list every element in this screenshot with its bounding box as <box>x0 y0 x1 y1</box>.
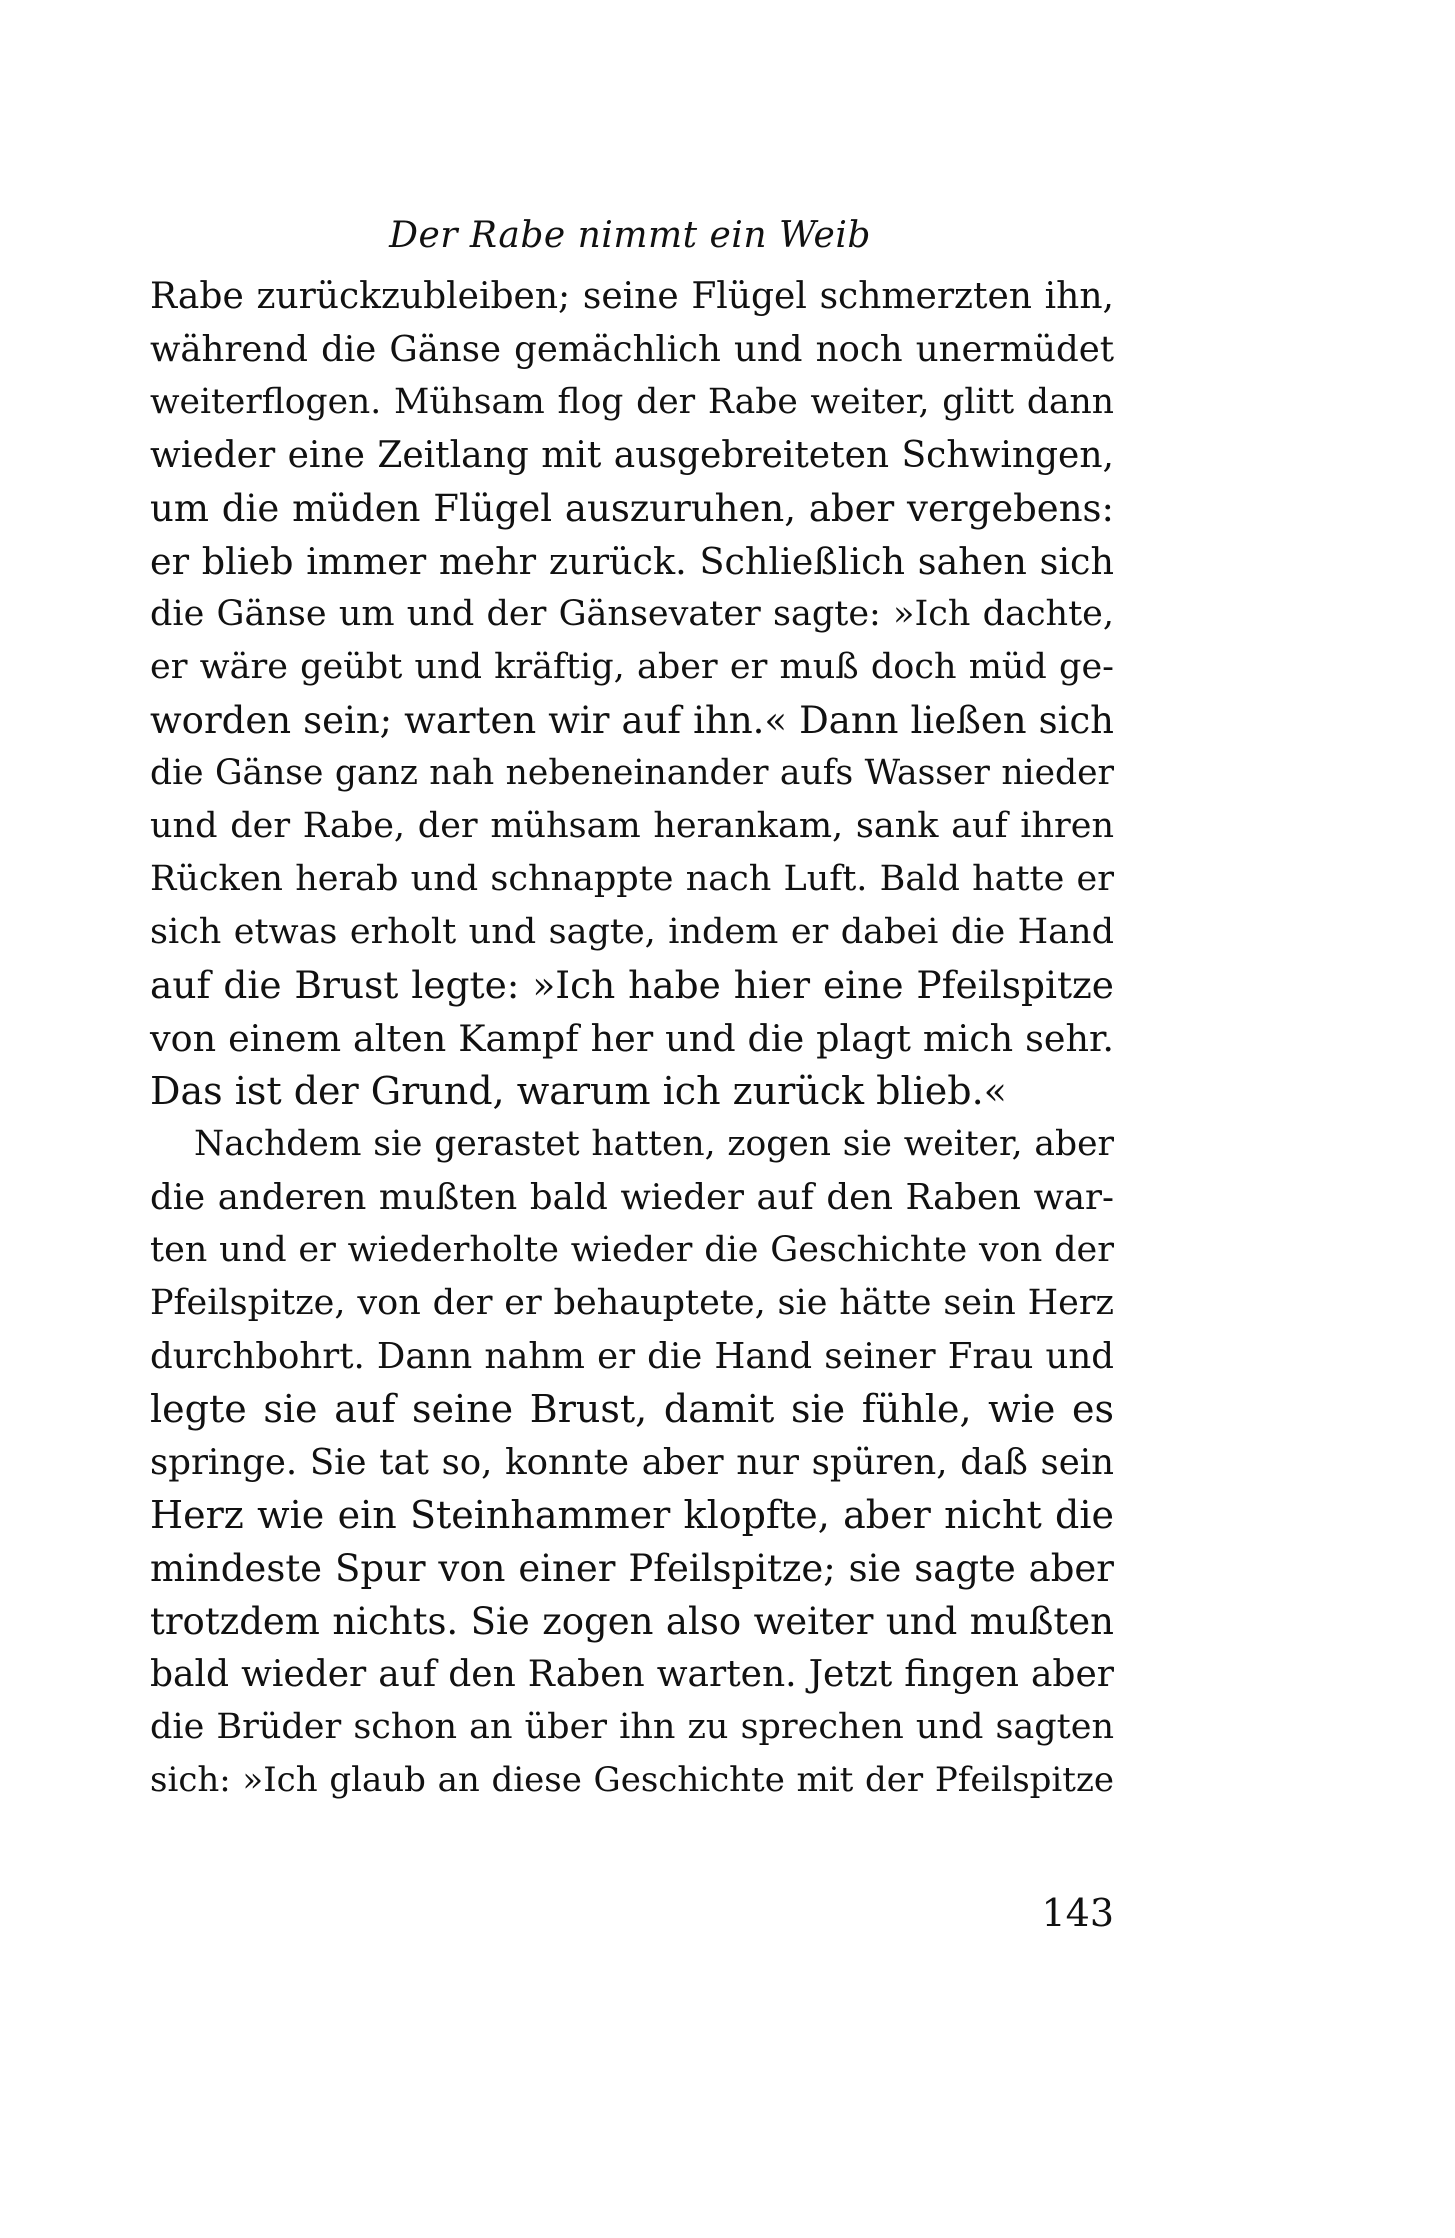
text-line: die anderen mußten bald wieder auf den Raben war- <box>150 1177 1114 1218</box>
text-line: springe. Sie tat so, konnte aber nur spüren, daß sein <box>150 1442 1114 1483</box>
text-line: Das ist der Grund, warum ich zurück blieb.« <box>150 1069 1007 1113</box>
text-line: die Gänse um und der Gänsevater sagte: »Ich dachte, <box>150 594 1114 634</box>
text-line: durchbohrt. Dann nahm er die Hand seiner Frau und <box>150 1336 1114 1377</box>
text-line: weiterflogen. Mühsam flog der Rabe weiter, glitt dann <box>150 382 1114 422</box>
text-line: und der Rabe, der mühsam herankam, sank auf ihren <box>150 806 1114 846</box>
text-line: Herz wie ein Steinhammer klopfte, aber nicht die <box>150 1493 1114 1537</box>
body-text <box>150 270 1114 1807</box>
text-line: auf die Brust legte: »Ich habe hier eine Pfeilspitze <box>150 963 1114 1007</box>
text-line: Rücken herab und schnappte nach Luft. Bald hatte er <box>150 859 1114 899</box>
text-line: sich: »Ich glaub an diese Geschichte mit der Pfeilspitze <box>150 1760 1114 1800</box>
text-line: Nachdem sie gerastet hatten, zogen sie weiter, aber <box>194 1124 1114 1164</box>
text-line: mindeste Spur von einer Pfeilspitze; sie sagte aber <box>150 1547 1114 1590</box>
text-line: trotzdem nichts. Sie zogen also weiter und mußten <box>150 1600 1114 1643</box>
text-line: während die Gänse gemächlich und noch unermüdet <box>150 329 1114 370</box>
text-line: er wäre geübt und kräftig, aber er muß doch müd ge- <box>150 647 1114 687</box>
text-line: die Gänse ganz nah nebeneinander aufs Wasser nieder <box>150 753 1114 793</box>
text-line: Pfeilspitze, von der er behauptete, sie hätte sein Herz <box>150 1283 1114 1323</box>
text-line: legte sie auf seine Brust, damit sie fühle, wie es <box>150 1387 1114 1431</box>
text-line: wieder eine Zeitlang mit ausgebreiteten Schwingen, <box>150 435 1114 476</box>
text-line: bald wieder auf den Raben warten. Jetzt fingen aber <box>150 1654 1114 1695</box>
running-head: Der Rabe nimmt ein Weib <box>389 215 871 256</box>
text-line: die Brüder schon an über ihn zu sprechen und sagten <box>150 1707 1114 1747</box>
text-line: worden sein; warten wir auf ihn.« Dann ließen sich <box>150 699 1114 742</box>
text-line: von einem alten Kampf her und die plagt mich sehr. <box>150 1017 1114 1060</box>
text-line: er blieb immer mehr zurück. Schließlich sahen sich <box>150 540 1114 583</box>
text-line: ten und er wiederholte wieder die Geschichte von der <box>150 1230 1114 1270</box>
text-line: um die müden Flügel auszuruhen, aber vergebens: <box>150 487 1114 530</box>
page-number: 143 <box>1041 1891 1114 1935</box>
text-line: Rabe zurückzubleiben; seine Flügel schmerzten ihn, <box>150 276 1114 317</box>
text-line: sich etwas erholt und sagte, indem er dabei die Hand <box>150 912 1114 952</box>
